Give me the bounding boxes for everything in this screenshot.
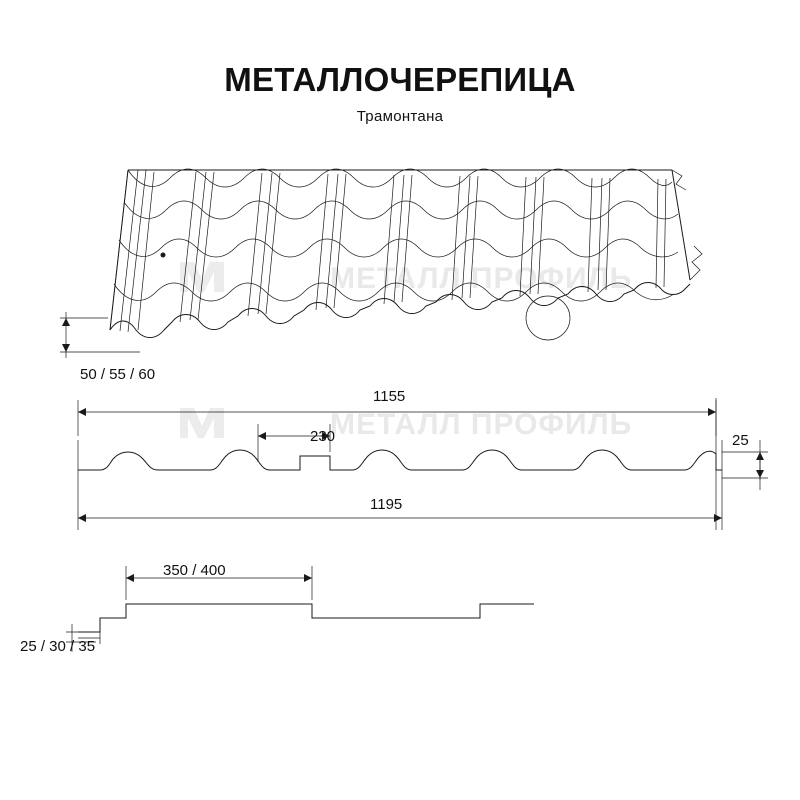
page-subtitle: Трамонтана	[356, 108, 444, 126]
watermark-text-1: МЕТАЛЛ ПРОФИЛЬ	[330, 262, 633, 295]
watermark-text-2: МЕТАЛЛ ПРОФИЛЬ	[330, 408, 633, 441]
side-step-label: 350 / 400	[163, 562, 226, 579]
side-height-label: 25 / 30 / 35	[20, 638, 96, 655]
section-module-label: 230	[310, 428, 336, 445]
section-overall-top-label: 1155	[373, 388, 406, 405]
perspective-height-label: 50 / 55 / 60	[80, 366, 156, 383]
section-height-label: 25	[732, 432, 749, 449]
page-title: МЕТАЛЛОЧЕРЕПИЦА	[224, 61, 576, 98]
section-overall-bottom-label: 1195	[370, 496, 403, 513]
